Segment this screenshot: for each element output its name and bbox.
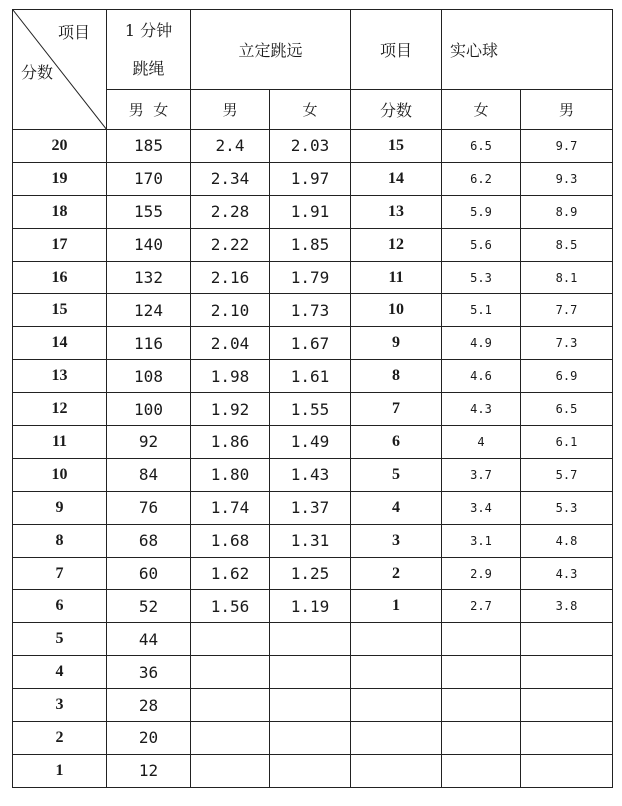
table-row <box>13 426 613 459</box>
score2-cell: 7 <box>351 393 442 426</box>
jump-female-cell: 1.67 <box>270 327 351 360</box>
score2-cell <box>351 656 442 689</box>
rope-cell: 20 <box>107 722 191 755</box>
rope-cell: 155 <box>107 195 191 228</box>
ball-male-cell <box>521 754 613 787</box>
jump-male-cell: 2.28 <box>191 195 270 228</box>
jump-female-cell: 1.91 <box>270 195 351 228</box>
table-row <box>13 360 613 393</box>
jump-female-cell: 1.97 <box>270 162 351 195</box>
ball-male-cell: 8.5 <box>521 228 613 261</box>
table-row <box>13 458 613 491</box>
jump-male-cell: 1.62 <box>191 557 270 590</box>
jump-male-cell <box>191 656 270 689</box>
ball-male-header: 男 <box>521 90 613 130</box>
rope-cell: 28 <box>107 689 191 722</box>
score-cell: 9 <box>13 491 107 524</box>
score-cell: 4 <box>13 656 107 689</box>
score-table <box>12 9 613 788</box>
jump-male-cell: 1.80 <box>191 458 270 491</box>
score-cell: 7 <box>13 557 107 590</box>
score-cell: 3 <box>13 689 107 722</box>
score2-header: 分数 <box>351 90 442 130</box>
ball-male-cell: 4.8 <box>521 524 613 557</box>
rope-header-line2: 跳绳 <box>132 58 165 78</box>
score2-cell <box>351 623 442 656</box>
ball-female-header: 女 <box>442 90 521 130</box>
jump-male-cell <box>191 722 270 755</box>
ball-male-cell <box>521 722 613 755</box>
jump-male-cell: 2.4 <box>191 130 270 163</box>
ball-female-cell: 3.4 <box>442 491 521 524</box>
score-cell: 19 <box>13 162 107 195</box>
jump-female-cell: 1.73 <box>270 294 351 327</box>
ball-female-cell: 3.1 <box>442 524 521 557</box>
jump-female-cell: 1.25 <box>270 557 351 590</box>
jump-female-cell: 1.31 <box>270 524 351 557</box>
rope-cell: 68 <box>107 524 191 557</box>
jump-male-cell: 1.86 <box>191 426 270 459</box>
rope-cell: 132 <box>107 261 191 294</box>
score-cell: 2 <box>13 722 107 755</box>
ball-female-cell: 5.3 <box>442 261 521 294</box>
jump-header: 立定跳远 <box>191 10 351 90</box>
ball-female-cell: 4.3 <box>442 393 521 426</box>
jump-female-cell: 1.49 <box>270 426 351 459</box>
ball-female-cell <box>442 623 521 656</box>
ball-male-cell: 5.3 <box>521 491 613 524</box>
rope-cell: 185 <box>107 130 191 163</box>
ball-female-cell <box>442 722 521 755</box>
ball-male-cell: 5.7 <box>521 458 613 491</box>
table-row <box>13 162 613 195</box>
ball-female-cell: 6.2 <box>442 162 521 195</box>
score2-cell: 8 <box>351 360 442 393</box>
rope-cell: 124 <box>107 294 191 327</box>
score-cell: 11 <box>13 426 107 459</box>
score2-cell: 13 <box>351 195 442 228</box>
ball-male-cell: 8.9 <box>521 195 613 228</box>
ball-female-cell: 5.6 <box>442 228 521 261</box>
diagonal-bottom-label: 分数 <box>21 63 54 82</box>
table-row <box>13 656 613 689</box>
ball-male-cell: 8.1 <box>521 261 613 294</box>
score-cell: 14 <box>13 327 107 360</box>
score2-cell: 11 <box>351 261 442 294</box>
score2-cell <box>351 722 442 755</box>
rope-cell: 60 <box>107 557 191 590</box>
jump-male-cell: 1.68 <box>191 524 270 557</box>
ball-header: 实心球 <box>442 10 613 90</box>
score-cell: 1 <box>13 754 107 787</box>
table-row <box>13 557 613 590</box>
table-row <box>13 754 613 787</box>
score2-cell: 14 <box>351 162 442 195</box>
ball-female-cell <box>442 656 521 689</box>
ball-female-cell: 5.1 <box>442 294 521 327</box>
table-row <box>13 689 613 722</box>
ball-male-cell: 3.8 <box>521 590 613 623</box>
score2-cell <box>351 689 442 722</box>
score2-cell: 5 <box>351 458 442 491</box>
ball-male-cell <box>521 623 613 656</box>
score-cell: 8 <box>13 524 107 557</box>
rope-cell: 116 <box>107 327 191 360</box>
rope-cell: 76 <box>107 491 191 524</box>
ball-female-cell: 2.7 <box>442 590 521 623</box>
rope-cell: 52 <box>107 590 191 623</box>
table-row <box>13 590 613 623</box>
jump-female-cell: 1.61 <box>270 360 351 393</box>
rope-cell: 170 <box>107 162 191 195</box>
score2-cell: 3 <box>351 524 442 557</box>
score-cell: 12 <box>13 393 107 426</box>
jump-male-cell <box>191 754 270 787</box>
jump-male-header: 男 <box>191 90 270 130</box>
table-row <box>13 130 613 163</box>
rope-cell: 140 <box>107 228 191 261</box>
jump-male-cell: 2.16 <box>191 261 270 294</box>
jump-male-cell: 1.74 <box>191 491 270 524</box>
jump-female-cell <box>270 689 351 722</box>
score-cell: 5 <box>13 623 107 656</box>
diagonal-top-label: 项目 <box>57 23 90 42</box>
rope-cell: 92 <box>107 426 191 459</box>
table-row <box>13 261 613 294</box>
ball-male-cell: 9.7 <box>521 130 613 163</box>
jump-female-cell: 1.79 <box>270 261 351 294</box>
score-cell: 17 <box>13 228 107 261</box>
jump-male-cell: 2.34 <box>191 162 270 195</box>
ball-female-cell: 6.5 <box>442 130 521 163</box>
score-cell: 15 <box>13 294 107 327</box>
score-cell: 20 <box>13 130 107 163</box>
rope-cell: 12 <box>107 754 191 787</box>
jump-female-header: 女 <box>270 90 351 130</box>
rope-cell: 44 <box>107 623 191 656</box>
ball-female-cell: 4.6 <box>442 360 521 393</box>
jump-male-cell: 2.22 <box>191 228 270 261</box>
diagonal-header-cell <box>13 10 107 130</box>
table-row <box>13 195 613 228</box>
score-cell: 18 <box>13 195 107 228</box>
jump-female-cell: 1.55 <box>270 393 351 426</box>
score-cell: 13 <box>13 360 107 393</box>
jump-female-cell <box>270 623 351 656</box>
rope-cell: 84 <box>107 458 191 491</box>
jump-female-cell: 1.37 <box>270 491 351 524</box>
jump-female-cell <box>270 754 351 787</box>
jump-female-cell <box>270 722 351 755</box>
jump-male-cell: 2.04 <box>191 327 270 360</box>
score2-cell: 12 <box>351 228 442 261</box>
jump-female-cell <box>270 656 351 689</box>
ball-male-cell: 7.3 <box>521 327 613 360</box>
ball-male-cell <box>521 689 613 722</box>
ball-male-cell: 6.1 <box>521 426 613 459</box>
table-row <box>13 722 613 755</box>
jump-female-cell: 1.85 <box>270 228 351 261</box>
score-cell: 10 <box>13 458 107 491</box>
score2-cell: 10 <box>351 294 442 327</box>
score-cell: 16 <box>13 261 107 294</box>
jump-male-cell: 1.92 <box>191 393 270 426</box>
rope-cell: 108 <box>107 360 191 393</box>
header-row-1 <box>13 10 613 90</box>
jump-female-cell: 2.03 <box>270 130 351 163</box>
table-row <box>13 393 613 426</box>
ball-female-cell: 4 <box>442 426 521 459</box>
score2-cell: 4 <box>351 491 442 524</box>
jump-male-cell: 1.56 <box>191 590 270 623</box>
rope-header-line1: 1 分钟 <box>124 20 173 40</box>
score2-cell <box>351 754 442 787</box>
jump-male-cell: 2.10 <box>191 294 270 327</box>
rope-cell: 100 <box>107 393 191 426</box>
table-row <box>13 524 613 557</box>
score2-cell: 2 <box>351 557 442 590</box>
score2-cell: 1 <box>351 590 442 623</box>
jump-male-cell: 1.98 <box>191 360 270 393</box>
ball-female-cell: 2.9 <box>442 557 521 590</box>
ball-female-cell: 4.9 <box>442 327 521 360</box>
ball-female-cell: 3.7 <box>442 458 521 491</box>
rope-cell: 36 <box>107 656 191 689</box>
ball-male-cell <box>521 656 613 689</box>
ball-male-cell: 6.5 <box>521 393 613 426</box>
ball-male-cell: 6.9 <box>521 360 613 393</box>
score2-cell: 9 <box>351 327 442 360</box>
jump-male-cell <box>191 623 270 656</box>
item-header-2: 项目 <box>351 10 442 90</box>
score2-cell: 6 <box>351 426 442 459</box>
jump-female-cell: 1.43 <box>270 458 351 491</box>
table-row <box>13 294 613 327</box>
table-row <box>13 491 613 524</box>
table-row <box>13 228 613 261</box>
ball-male-cell: 9.3 <box>521 162 613 195</box>
ball-female-cell: 5.9 <box>442 195 521 228</box>
table-row <box>13 327 613 360</box>
score2-cell: 15 <box>351 130 442 163</box>
table-row <box>13 623 613 656</box>
ball-female-cell <box>442 754 521 787</box>
jump-male-cell <box>191 689 270 722</box>
ball-female-cell <box>442 689 521 722</box>
ball-male-cell: 7.7 <box>521 294 613 327</box>
rope-gender-header: 男 女 <box>107 90 191 130</box>
ball-male-cell: 4.3 <box>521 557 613 590</box>
jump-female-cell: 1.19 <box>270 590 351 623</box>
score-cell: 6 <box>13 590 107 623</box>
rope-header <box>107 10 191 90</box>
